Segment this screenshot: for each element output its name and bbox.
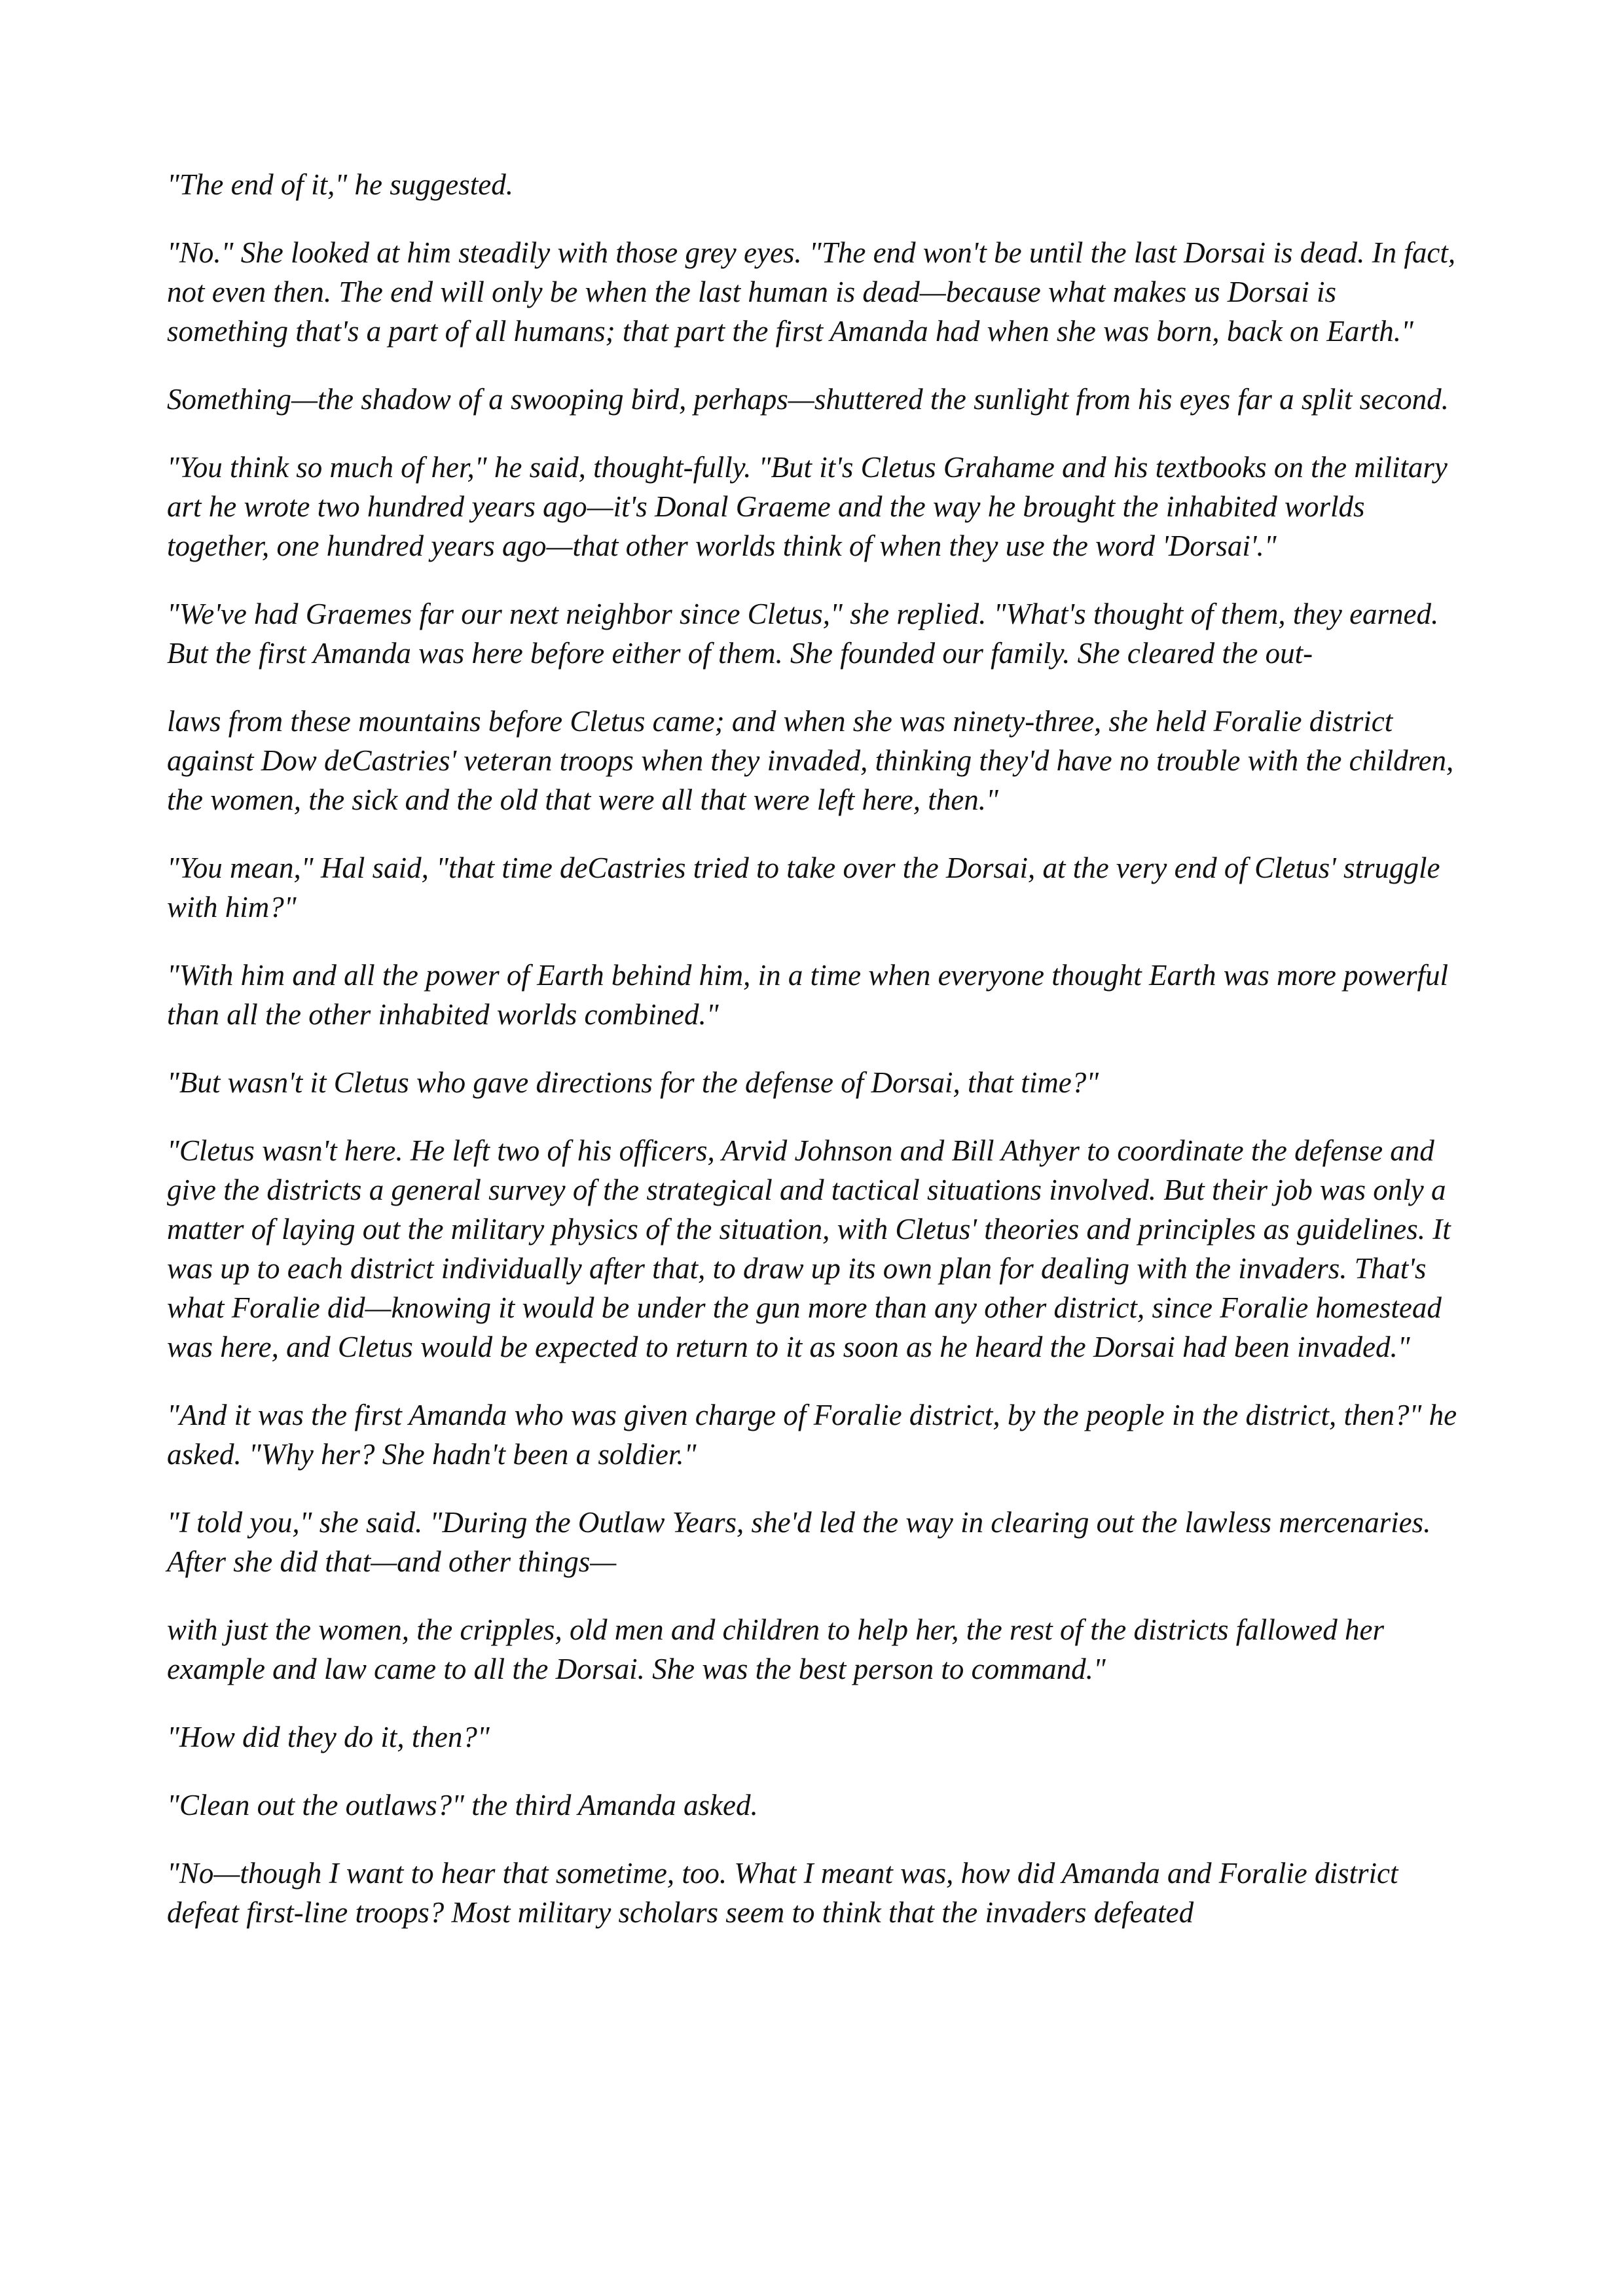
paragraph: "The end of it," he suggested. <box>167 168 513 201</box>
paragraph: with just the women, the cripples, old men and children to help her, the rest of the districts fallowed her example and law came to all the Dorsai. She was the best person to command." <box>167 1613 1384 1685</box>
paragraph: laws from these mountains before Cletus came; and when she was ninety-three, she held Foralie district against Dow deCastries' veteran troops when they invaded, thinking they'd have no trouble with the children, the women, the sick and the old that were all that were left here, then." <box>167 705 1454 816</box>
paragraph: "Cletus wasn't here. He left two of his officers, Arvid Johnson and Bill Athyer to coordinate the defense and give the districts a general survey of the strategical and tactical situations involved. But their job was only a matter of laying out the military physics of the situation, with Cletus' theories and principles as guidelines. It was up to each district individually after that, to draw up its own plan for dealing with the invaders. That's what Foralie did—knowing it would be under the gun more than any other district, since Foralie homestead was here, and Cletus would be expected to return to it as soon as he heard the Dorsai had been invaded." <box>167 1134 1451 1363</box>
paragraph: Something—the shadow of a swooping bird, perhaps—shuttered the sunlight from his eyes far a split second. <box>167 383 1449 416</box>
paragraph: "We've had Graemes far our next neighbor since Cletus," she replied. "What's thought of them, they earned. But the first Amanda was here before either of them. She founded our family. She cleared the out- <box>167 598 1439 670</box>
paragraph: "And it was the first Amanda who was given charge of Foralie district, by the people in the district, then?" he asked. "Why her? She hadn't been a soldier." <box>167 1399 1457 1471</box>
paragraph: "I told you," she said. "During the Outlaw Years, she'd led the way in clearing out the lawless mercenaries. After she did that—and other things— <box>167 1506 1431 1578</box>
paragraph: "Clean out the outlaws?" the third Amanda asked. <box>167 1789 758 1821</box>
paragraph: "You mean," Hal said, "that time deCastries tried to take over the Dorsai, at the very end of Cletus' struggle with him?" <box>167 852 1440 924</box>
paragraph: "With him and all the power of Earth behind him, in a time when everyone thought Earth was more powerful than all the other inhabited worlds combined." <box>167 959 1449 1031</box>
paragraph: "How did they do it, then?" <box>167 1721 490 1753</box>
paragraph: "No—though I want to hear that sometime, too. What I meant was, how did Amanda and Foralie district defeat first-line troops? Most military scholars seem to think that the invaders defeated <box>167 1857 1398 1929</box>
paragraph: "You think so much of her," he said, thought-fully. "But it's Cletus Grahame and his textbooks on the military art he wrote two hundred years ago—it's Donal Graeme and the way he brought the inhabited worlds together, one hundred years ago—that other worlds think of when they use the word 'Dorsai'." <box>167 451 1448 562</box>
paragraph: "But wasn't it Cletus who gave directions for the defense of Dorsai, that time?" <box>167 1066 1099 1099</box>
paragraph: "No." She looked at him steadily with those grey eyes. "The end won't be until the last Dorsai is dead. In fact, not even then. The end will only be when the last human is dead—because what makes us Dorsai is something that's a part of all humans; that part the first Amanda had when she was born, back on Earth." <box>167 236 1456 348</box>
body-text <box>167 165 1460 1961</box>
